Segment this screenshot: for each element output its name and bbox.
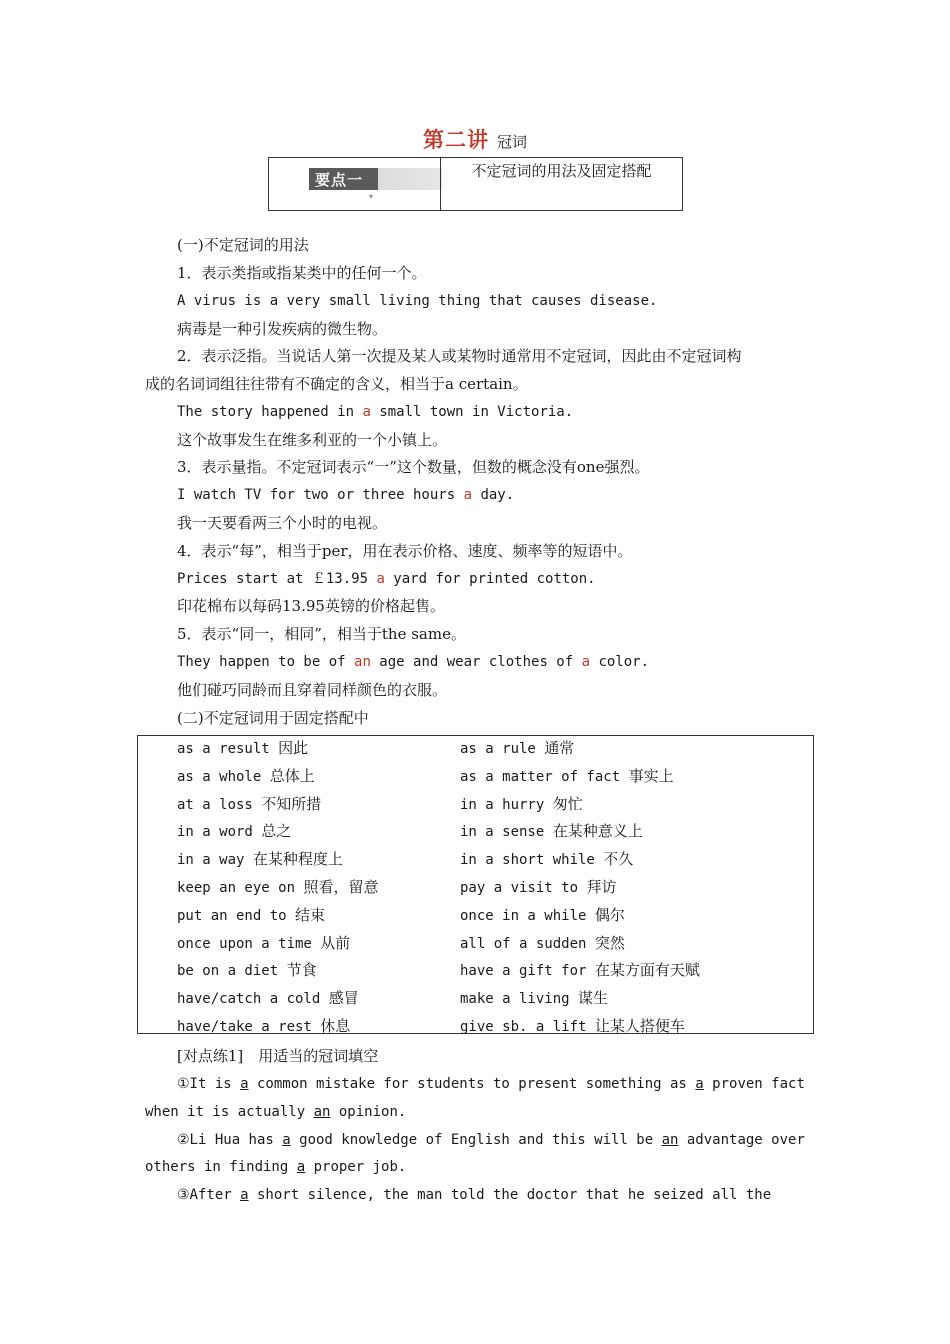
item5-en-part: They happen to be of bbox=[177, 654, 355, 670]
phrase-zh: 休息 bbox=[320, 1017, 351, 1035]
phrase-en: in a short while bbox=[460, 852, 595, 869]
phrase-entry bbox=[177, 1016, 350, 1037]
part2-heading: (二)不定冠词用于固定搭配中 bbox=[177, 709, 369, 727]
phrase-entry bbox=[177, 877, 378, 898]
phrase-en: in a word bbox=[177, 824, 253, 841]
item2-label-line1: 2．表示泛指。当说话人第一次提及某人或某物时通常用不定冠词，因此由不定冠词构 bbox=[177, 347, 742, 365]
phrase-en: as a matter of fact bbox=[460, 768, 621, 785]
q2-answer: an bbox=[661, 1132, 679, 1148]
phrase-zh: 匆忙 bbox=[552, 794, 583, 813]
item3-article: a bbox=[463, 487, 473, 503]
practice-q1-line2 bbox=[145, 1102, 406, 1122]
q1-text: ①It is bbox=[177, 1076, 241, 1092]
practice-heading: [对点练1] 用适当的冠词填空 bbox=[177, 1047, 379, 1065]
practice-q1-line1 bbox=[177, 1074, 805, 1094]
q1-text: opinion. bbox=[330, 1104, 407, 1120]
item5-label: 5．表示“同一，相同”，相当于the same。 bbox=[177, 625, 466, 643]
phrase-zh: 谋生 bbox=[578, 989, 609, 1008]
item3-en-part: day. bbox=[472, 487, 515, 503]
phrase-entry bbox=[177, 905, 325, 926]
phrase-zh: 因此 bbox=[278, 739, 309, 757]
q1-answer: a bbox=[695, 1076, 704, 1092]
phrase-entry bbox=[460, 877, 616, 898]
phrase-entry bbox=[177, 960, 317, 981]
item1-label: 1．表示类指或指某类中的任何一个。 bbox=[177, 264, 427, 282]
phrase-zh: 通常 bbox=[544, 739, 575, 757]
phrase-entry bbox=[460, 933, 625, 954]
item2-example-en bbox=[177, 402, 573, 422]
phrase-entry bbox=[177, 794, 321, 815]
phrase-en: have/catch a cold bbox=[177, 991, 321, 1008]
q1-answer: an bbox=[313, 1104, 331, 1120]
phrase-en: as a result bbox=[177, 741, 270, 757]
q1-text: when it is actually bbox=[145, 1104, 314, 1120]
phrase-zh: 突然 bbox=[594, 933, 625, 952]
phrase-entry bbox=[177, 933, 350, 954]
phrase-entry bbox=[177, 821, 291, 842]
phrase-en: keep an eye on bbox=[177, 880, 296, 896]
phrase-zh: 结束 bbox=[295, 905, 326, 924]
q3-text: ③After bbox=[177, 1187, 241, 1203]
item5-example-en bbox=[177, 652, 649, 672]
phrase-en: have/take a rest bbox=[177, 1019, 312, 1035]
phrase-en: in a hurry bbox=[460, 796, 545, 813]
item4-label: 4．表示“每”，相当于per，用在表示价格、速度、频率等的短语中。 bbox=[177, 542, 633, 560]
page-title bbox=[0, 124, 950, 154]
phrase-entry bbox=[460, 821, 643, 842]
phrase-zh: 在某种意义上 bbox=[552, 822, 643, 841]
q2-text: good knowledge of English and this will be bbox=[290, 1132, 662, 1148]
phrase-entry bbox=[460, 1016, 685, 1037]
phrase-en: as a rule bbox=[460, 741, 536, 757]
q1-answer: a bbox=[240, 1076, 249, 1092]
item2-en-part: small town in Victoria. bbox=[370, 404, 574, 420]
phrase-zh: 照看，留意 bbox=[303, 878, 379, 896]
phrase-zh: 从前 bbox=[320, 933, 351, 952]
phrase-entry bbox=[177, 849, 343, 870]
practice-q3-line1 bbox=[177, 1185, 771, 1205]
phrase-en: once upon a time bbox=[177, 935, 312, 952]
item2-example-zh: 这个故事发生在维多利亚的一个小镇上。 bbox=[177, 431, 448, 449]
point-tag-label: 要点一 bbox=[315, 171, 364, 189]
phrase-zh: 事实上 bbox=[628, 766, 674, 785]
phrase-zh: 拜访 bbox=[586, 878, 617, 896]
phrase-en: pay a visit to bbox=[460, 880, 579, 896]
phrase-entry bbox=[460, 988, 608, 1009]
item5-article: a bbox=[581, 654, 591, 670]
item5-article: an bbox=[354, 654, 371, 670]
item2-en-part: The story happened in bbox=[177, 404, 363, 420]
q2-text: proper job. bbox=[305, 1159, 407, 1175]
phrase-zh: 在某方面有天赋 bbox=[594, 961, 700, 980]
phrase-entry bbox=[177, 766, 315, 787]
phrase-zh: 总之 bbox=[261, 822, 292, 841]
point-tag bbox=[309, 168, 442, 201]
phrase-zh: 不知所措 bbox=[261, 794, 322, 813]
phrase-en: have a gift for bbox=[460, 963, 587, 980]
phrase-entry bbox=[460, 794, 583, 815]
phrase-entry bbox=[460, 849, 633, 870]
phrase-zh: 总体上 bbox=[269, 766, 315, 785]
item3-example-en bbox=[177, 485, 514, 505]
lesson-subject: 冠词 bbox=[496, 133, 527, 151]
phrase-en: once in a while bbox=[460, 907, 587, 924]
practice-q2-line2 bbox=[145, 1157, 406, 1177]
phrase-entry bbox=[177, 988, 359, 1009]
item5-example-zh: 他们碰巧同龄而且穿着同样颜色的衣服。 bbox=[177, 681, 448, 699]
practice-q2-line1 bbox=[177, 1130, 805, 1150]
q3-answer: a bbox=[240, 1187, 249, 1203]
lesson-number: 第二讲 bbox=[422, 127, 489, 152]
phrase-en: in a way bbox=[177, 852, 245, 869]
phrase-zh: 感冒 bbox=[328, 989, 359, 1008]
phrase-en: make a living bbox=[460, 991, 570, 1008]
item1-example-zh: 病毒是一种引发疾病的微生物。 bbox=[177, 320, 388, 338]
section-topic: 不定冠词的用法及固定搭配 bbox=[471, 162, 652, 180]
phrase-en: as a whole bbox=[177, 768, 262, 785]
q2-text: advantage over bbox=[678, 1132, 805, 1148]
phrase-zh: 偶尔 bbox=[594, 905, 625, 924]
item4-article: a bbox=[376, 571, 385, 587]
q2-text: others in finding bbox=[145, 1159, 297, 1175]
item4-en-part: yard for printed cotton. bbox=[384, 571, 596, 587]
phrase-en: put an end to bbox=[177, 907, 287, 924]
chevron-down-icon: ▾ bbox=[369, 192, 374, 201]
phrase-en: all of a sudden bbox=[460, 935, 587, 952]
phrase-entry bbox=[460, 766, 674, 787]
part1-heading: (一)不定冠词的用法 bbox=[177, 236, 309, 254]
phrase-zh: 节食 bbox=[286, 961, 317, 980]
phrase-entry bbox=[460, 960, 700, 981]
item3-en-part: I watch TV for two or three hours bbox=[177, 487, 464, 503]
phrase-en: be on a diet bbox=[177, 963, 279, 980]
item2-label-line2: 成的名词词组往往带有不确定的含义，相当于a certain。 bbox=[145, 375, 528, 393]
q2-text: ②Li Hua has bbox=[177, 1132, 283, 1148]
q1-text: proven fact bbox=[703, 1076, 805, 1092]
item4-example-en bbox=[177, 569, 596, 589]
phrase-en: give sb. a lift bbox=[460, 1019, 587, 1035]
item5-en-part: color. bbox=[590, 654, 650, 670]
phrase-en: at a loss bbox=[177, 796, 253, 813]
phrase-entry bbox=[460, 738, 574, 759]
phrase-entry bbox=[177, 738, 308, 759]
phrase-zh: 在某种程度上 bbox=[252, 850, 343, 869]
item4-example-zh: 印花棉布以每码13.95英镑的价格起售。 bbox=[177, 597, 445, 615]
phrase-table bbox=[137, 735, 814, 1034]
item1-example-en: A virus is a very small living thing that causes disease. bbox=[177, 293, 658, 309]
phrase-zh: 不久 bbox=[603, 850, 634, 869]
section-header-box bbox=[268, 157, 683, 211]
item4-en-part: Prices start at ￡13.95 bbox=[177, 571, 377, 587]
q1-text: common mistake for students to present something as bbox=[248, 1076, 696, 1092]
item3-example-zh: 我一天要看两三个小时的电视。 bbox=[177, 514, 388, 532]
q3-text: short silence, the man told the doctor that he seized all the bbox=[248, 1187, 772, 1203]
phrase-en: in a sense bbox=[460, 824, 545, 841]
item5-en-part: age and wear clothes of bbox=[370, 654, 582, 670]
phrase-zh: 让某人搭便车 bbox=[594, 1017, 685, 1035]
q2-answer: a bbox=[296, 1159, 306, 1175]
q2-answer: a bbox=[282, 1132, 291, 1148]
item2-article: a bbox=[362, 404, 371, 420]
item3-label: 3．表示量指。不定冠词表示“一”这个数量，但数的概念没有one强烈。 bbox=[177, 458, 650, 476]
phrase-entry bbox=[460, 905, 625, 926]
